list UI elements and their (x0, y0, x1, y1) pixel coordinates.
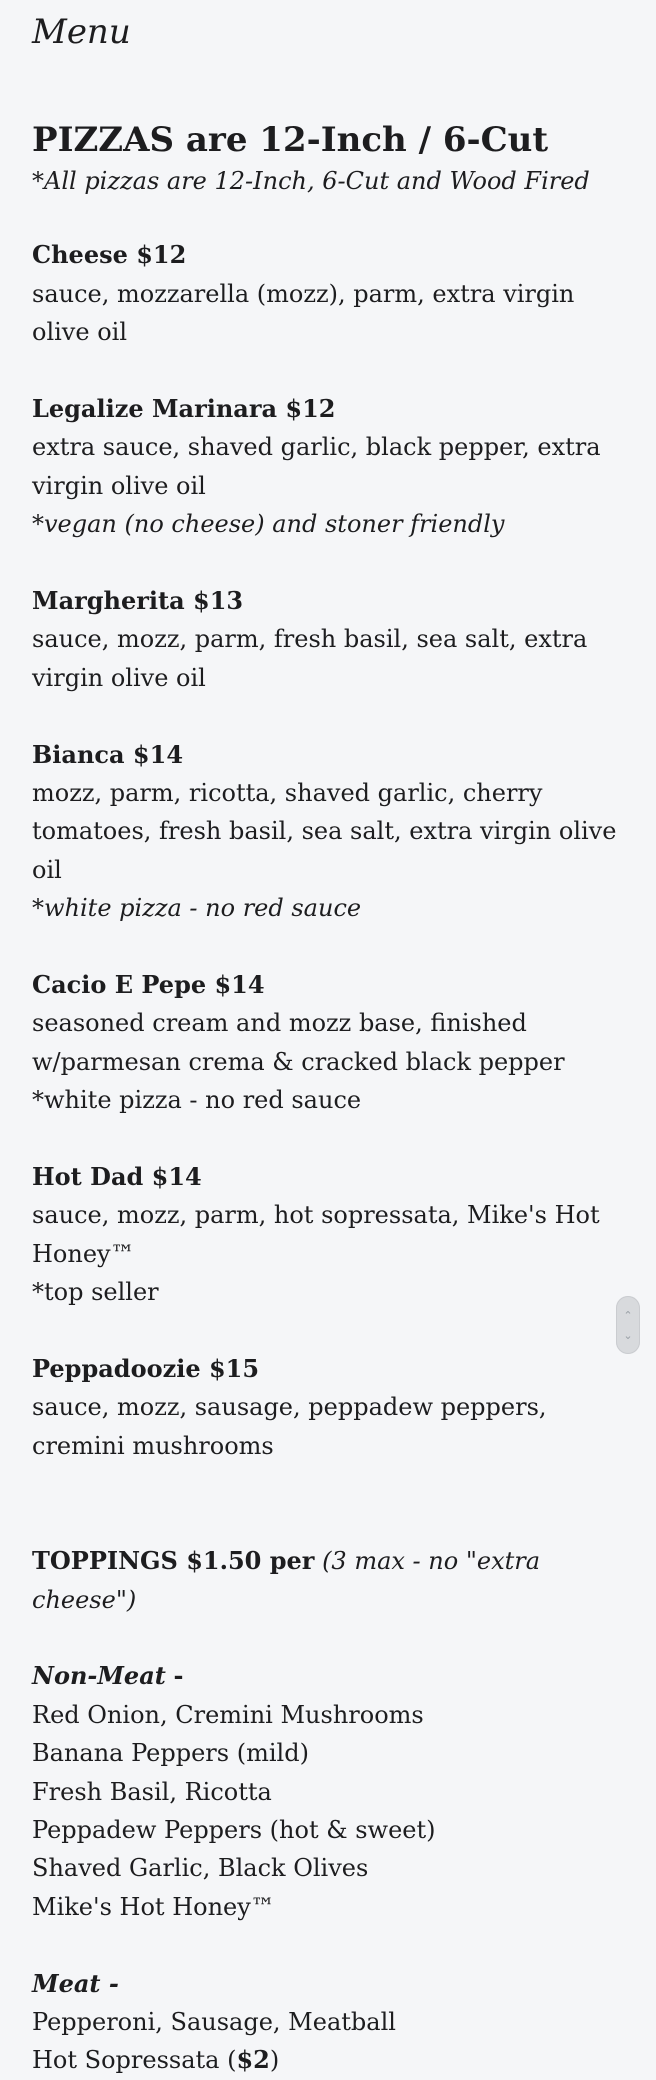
menu-item-cheese (32, 236, 632, 351)
menu-item-note (32, 505, 632, 543)
toppings-meat-group (32, 1965, 632, 2080)
menu-item-note-text: vegan (no cheese) and stoner friendly (44, 510, 505, 539)
menu-item-cacio-e-pepe (32, 966, 632, 1120)
menu-item-note: *top seller (32, 1278, 159, 1307)
non-meat-heading (32, 1657, 632, 1695)
special-prefix: Hot Sopressata ( (32, 2046, 237, 2075)
topping-line: Pepperoni, Sausage, Meatball (32, 2007, 396, 2036)
pizzas-section-note: *All pizzas are 12-Inch, 6-Cut and Wood Fired (32, 167, 590, 195)
meat-title: Meat - (32, 1968, 119, 1998)
pizzas-section-title: PIZZAS are 12-Inch / 6-Cut (32, 120, 549, 160)
menu-item-description: sauce, mozzarella (mozz), parm, extra virgin olive oil (32, 279, 575, 347)
menu-item-description: sauce, mozz, parm, hot sopressata, Mike's Hot Honey™ (32, 1201, 600, 1268)
menu-item-hot-dad (32, 1158, 632, 1312)
toppings-heading (32, 1542, 632, 1619)
menu-item-note-prefix: * (32, 510, 44, 539)
menu-item-legalize-marinara (32, 390, 632, 544)
menu-item-note: *white pizza - no red sauce (32, 894, 362, 923)
menu-item-description: sauce, mozz, sausage, peppadew peppers, cremini mushrooms (32, 1393, 547, 1460)
topping-line: Shaved Garlic, Black Olives (32, 1854, 369, 1883)
menu-item-name: Cheese $12 (32, 240, 187, 270)
menu-item-margherita (32, 582, 632, 697)
menu-page (32, 0, 632, 2080)
topping-line: Fresh Basil, Ricotta (32, 1777, 272, 1806)
menu-item-peppadoozie (32, 1350, 632, 1465)
page-title: Menu (32, 12, 131, 52)
toppings-non-meat-group (32, 1657, 632, 1926)
menu-item-name: Margherita $13 (32, 586, 244, 616)
chevron-up-icon[interactable]: ⌃ (623, 1308, 633, 1322)
topping-line: Banana Peppers (mild) (32, 1739, 309, 1768)
menu-item-name: Cacio E Pepe $14 (32, 970, 265, 1000)
special-price: $2 (236, 2045, 270, 2075)
menu-item-name: Peppadoozie $15 (32, 1354, 260, 1384)
topping-line: Mike's Hot Honey™ (32, 1892, 275, 1921)
scroll-controls[interactable] (616, 1296, 640, 1354)
menu-item-bianca (32, 736, 632, 928)
menu-item-description: extra sauce, shaved garlic, black pepper, extra virgin olive oil (32, 433, 601, 500)
toppings-note: (3 max - no "extra cheese") (32, 1547, 541, 1614)
chevron-down-icon[interactable]: ⌄ (623, 1328, 633, 1342)
special-suffix: ) (269, 2046, 280, 2075)
menu-item-description: seasoned cream and mozz base, finished w/parmesan crema & cracked black pepper (32, 1009, 565, 1076)
menu-item-note: *white pizza - no red sauce (32, 1086, 362, 1115)
menu-item-name: Legalize Marinara $12 (32, 394, 336, 423)
topping-line: Peppadew Peppers (hot & sweet) (32, 1815, 436, 1844)
menu-item-description: sauce, mozz, parm, fresh basil, sea salt, extra virgin olive oil (32, 625, 588, 692)
menu-item-description: mozz, parm, ricotta, shaved garlic, cherry tomatoes, fresh basil, sea salt, extra virgin olive oil (32, 779, 617, 884)
non-meat-title: Non-Meat (32, 1661, 166, 1691)
topping-line-special (32, 2041, 632, 2079)
toppings-title: TOPPINGS $1.50 per (32, 1546, 315, 1576)
menu-item-name: Bianca $14 (32, 739, 184, 769)
menu-item-name: Hot Dad $14 (32, 1162, 202, 1192)
non-meat-dash: - (173, 1661, 184, 1691)
topping-line: Red Onion, Cremini Mushrooms (32, 1700, 424, 1729)
